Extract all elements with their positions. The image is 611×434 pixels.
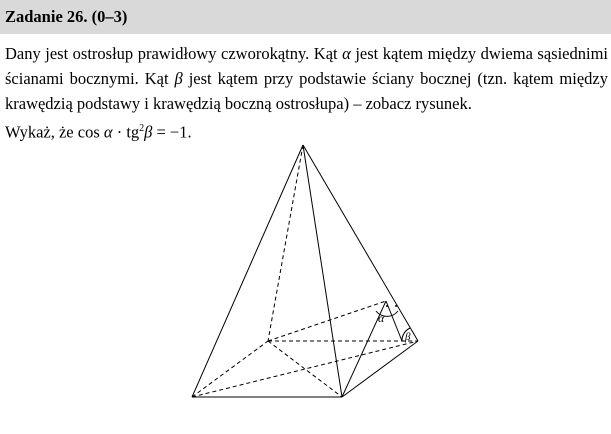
base-edge-right (342, 341, 418, 397)
beta-angle-label: β (405, 331, 411, 343)
tg-function: tg (126, 122, 140, 142)
base-diagonal-hidden (192, 341, 418, 397)
lateral-edge-front (303, 145, 342, 397)
formula-alpha: α (103, 122, 113, 142)
lateral-edge-back-hidden (268, 145, 303, 341)
height-to-lateral-edge-back-hidden (268, 301, 386, 341)
instruction-text: Wykaż, że (5, 122, 78, 142)
right-angle-dot-1 (386, 305, 388, 307)
formula-result: = −1. (152, 122, 192, 142)
height-marker (386, 301, 402, 341)
statement-part-3: jest kątem przy podstawie ściany bocznej (tzn. kątem między krawędzią podstawy i krawędzią boczną ostrosłupa) – zobacz rysunek. (5, 69, 608, 113)
alpha-symbol: α (342, 44, 351, 63)
lateral-edge-right (303, 145, 418, 341)
formula-beta: β (144, 122, 153, 142)
base-edge-left-hidden (192, 341, 268, 397)
cos-function: cos (77, 122, 100, 142)
right-angle-dot-2 (395, 305, 397, 307)
beta-symbol: β (174, 69, 183, 88)
task-title: Zadanie 26. (0–3) (5, 7, 128, 26)
statement-part-2: jest kątem między dwiema sąsiednimi ścianami bocznymi. Kąt (5, 44, 608, 88)
dot-operator: · (112, 122, 127, 142)
base-diagonal-2-hidden (268, 341, 342, 397)
alpha-angle-label: α (378, 311, 385, 325)
lateral-edge-left (192, 145, 303, 397)
statement-part-1: Dany jest ostrosłup prawidłowy czworokątny. Kąt (5, 44, 343, 63)
square-exponent: 2 (139, 123, 145, 134)
